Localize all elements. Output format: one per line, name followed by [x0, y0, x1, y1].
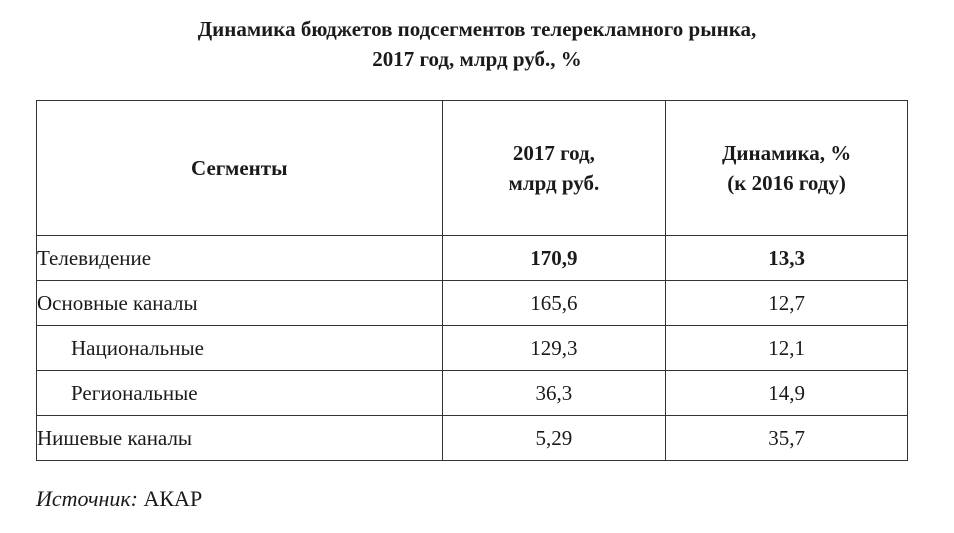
- table-row: [37, 371, 908, 416]
- value-cell: 36,3: [442, 371, 666, 416]
- header-value-line-1: 2017 год,: [512, 141, 595, 165]
- segment-cell: Региональные: [37, 371, 443, 416]
- header-dynamics: [666, 101, 908, 236]
- dynamics-cell: 14,9: [666, 371, 908, 416]
- segment-cell: Нишевые каналы: [37, 416, 443, 461]
- table-row: [37, 416, 908, 461]
- table-row: [37, 281, 908, 326]
- header-dynamics-line-1: Динамика, %: [721, 141, 852, 165]
- source-note: [36, 486, 202, 512]
- table-title: [0, 14, 954, 74]
- value-cell: 129,3: [442, 326, 666, 371]
- dynamics-cell: 12,7: [666, 281, 908, 326]
- source-value: АКАР: [143, 486, 203, 511]
- value-cell: 5,29: [442, 416, 666, 461]
- budget-table: [36, 100, 908, 461]
- header-value: [442, 101, 666, 236]
- header-segments: [37, 101, 443, 236]
- table-row: [37, 326, 908, 371]
- title-line-1: Динамика бюджетов подсегментов телерекламного рынка,: [197, 17, 757, 41]
- title-line-2: 2017 год, млрд руб., %: [372, 47, 582, 71]
- table-row: [37, 236, 908, 281]
- header-value-line-2: млрд руб.: [508, 171, 600, 195]
- header-dynamics-line-2: (к 2016 году): [727, 171, 846, 195]
- table-header-row: [37, 101, 908, 236]
- value-cell: 165,6: [442, 281, 666, 326]
- value-cell: 170,9: [442, 236, 666, 281]
- header-segments-label: Сегменты: [191, 156, 288, 180]
- dynamics-cell: 13,3: [666, 236, 908, 281]
- dynamics-cell: 12,1: [666, 326, 908, 371]
- segment-cell: Телевидение: [37, 236, 443, 281]
- segment-cell: Основные каналы: [37, 281, 443, 326]
- dynamics-cell: 35,7: [666, 416, 908, 461]
- source-label: Источник:: [36, 486, 138, 511]
- segment-cell: Национальные: [37, 326, 443, 371]
